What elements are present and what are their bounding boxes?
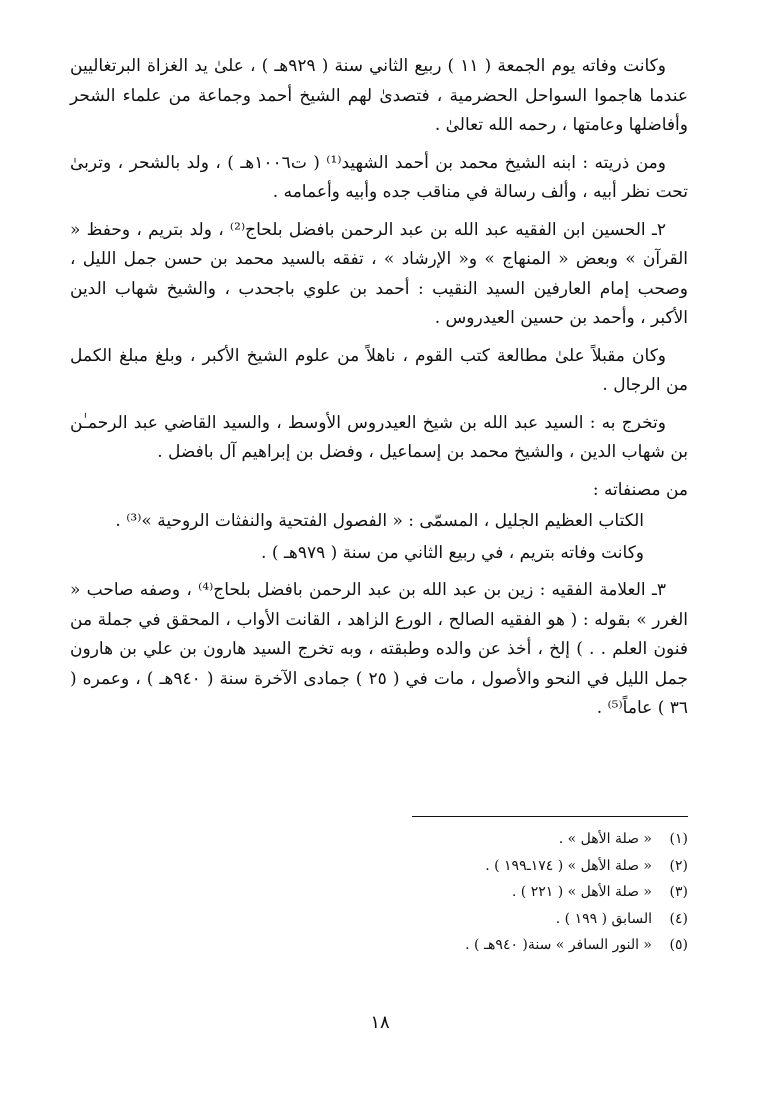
footnote-text: « صلة الأهل » ( ١٧٤ـ١٩٩ ) . [485, 857, 652, 874]
footnote-text: « النور السافر » سنة( ٩٤٠هـ ) . [465, 937, 652, 953]
footnote [70, 932, 688, 959]
paragraph: وكانت وفاته بتريم ، في ربيع الثاني من سنة ( ٩٧٩هـ ) . [261, 542, 644, 563]
footnote [70, 853, 688, 880]
footnote [70, 826, 688, 853]
footnote-divider [412, 816, 688, 817]
paragraph: الكتاب العظيم الجليل ، المسمّى : « الفصول الفتحية والنفثات الروحية »⁽³⁾ . [115, 511, 644, 531]
paragraph: ٣ـ العلامة الفقيه : زين بن عبد الله بن عبد الرحمن بافضل بلحاج⁽⁴⁾ ، وصفه صاحب « الغرر » بقوله : ( هو الفقيه الصالح ، الورع الزاهد ، القانت الأواب ، المحقق في جملة من فنون العلم . . ) إلخ ، أخذ عن والده وطبقته ، وبه تخرج السيد هارون بن علي بن هارون جمل الليل في النحو والأصول ، مات في ( ٢٥ ) جمادى الآخرة سنة ( ٩٤٠هـ ) ، وعمره ( ٣٦ ) عاماً⁽⁵⁾ . [70, 580, 688, 718]
page-number: ١٨ [370, 1012, 390, 1033]
paragraph: وكان مقبلاً علىٰ مطالعة كتب القوم ، ناهلاً من علوم الشيخ الأكبر ، وبلغ مبلغ الكمل من الرجال . [70, 345, 688, 395]
footnote-number: (٥) [669, 937, 688, 953]
footnote-number: (٢) [669, 857, 688, 874]
paragraph: ومن ذريته : ابنه الشيخ محمد بن أحمد الشهيد⁽¹⁾ ( ت١٠٠٦هـ ) ، ولد بالشحر ، وتربىٰ تحت نظر أبيه ، وألف رسالة في مناقب جده وأبيه وأعمامه . [70, 152, 688, 202]
footnote-number: (٤) [669, 910, 688, 927]
footnote-number: (١) [669, 831, 688, 847]
footnotes [70, 826, 688, 959]
paragraph: وكانت وفاته يوم الجمعة ( ١١ ) ربيع الثاني سنة ( ٩٢٩هـ ) ، علىٰ يد الغزاة البرتغاليين عندما هاجموا السواحل الحضرمية ، فتصدىٰ لهم الشيخ أحمد وجماعة من علماء الشحر وأفاضلها وعامتها ، رحمه الله تعالىٰ . [70, 56, 688, 135]
footnote [70, 906, 688, 933]
footnote [70, 879, 688, 906]
section-heading: من مصنفاته : [592, 479, 688, 500]
paragraph: ٢ـ الحسين ابن الفقيه عبد الله بن عبد الرحمن بافضل بلحاج⁽²⁾ ، ولد بتريم ، وحفظ « القرآن » وبعض « المنهاج » و« الإرشاد » ، تفقه بالسيد محمد بن حسن جمل الليل ، وصحب إمام العارفين السيد النقيب : أحمد بن علوي باجحدب ، والشيخ شهاب الدين الأكبر ، وأحمد بن حسين العيدروس . [70, 219, 688, 328]
footnote-text: « صلة الأهل » . [558, 831, 652, 847]
main-text [70, 52, 688, 732]
footnote-text: « صلة الأهل » ( ٢٢١ ) . [511, 884, 652, 900]
footnote-text: السابق ( ١٩٩ ) . [555, 910, 652, 927]
footnote-number: (٣) [669, 884, 688, 900]
paragraph: وتخرج به : السيد عبد الله بن شيخ العيدروس الأوسط ، والسيد القاضي عبد الرحمـٰن بن شهاب الدين ، والشيخ محمد بن إسماعيل ، وفضل بن إبراهيم آل بافضل . [70, 412, 688, 462]
